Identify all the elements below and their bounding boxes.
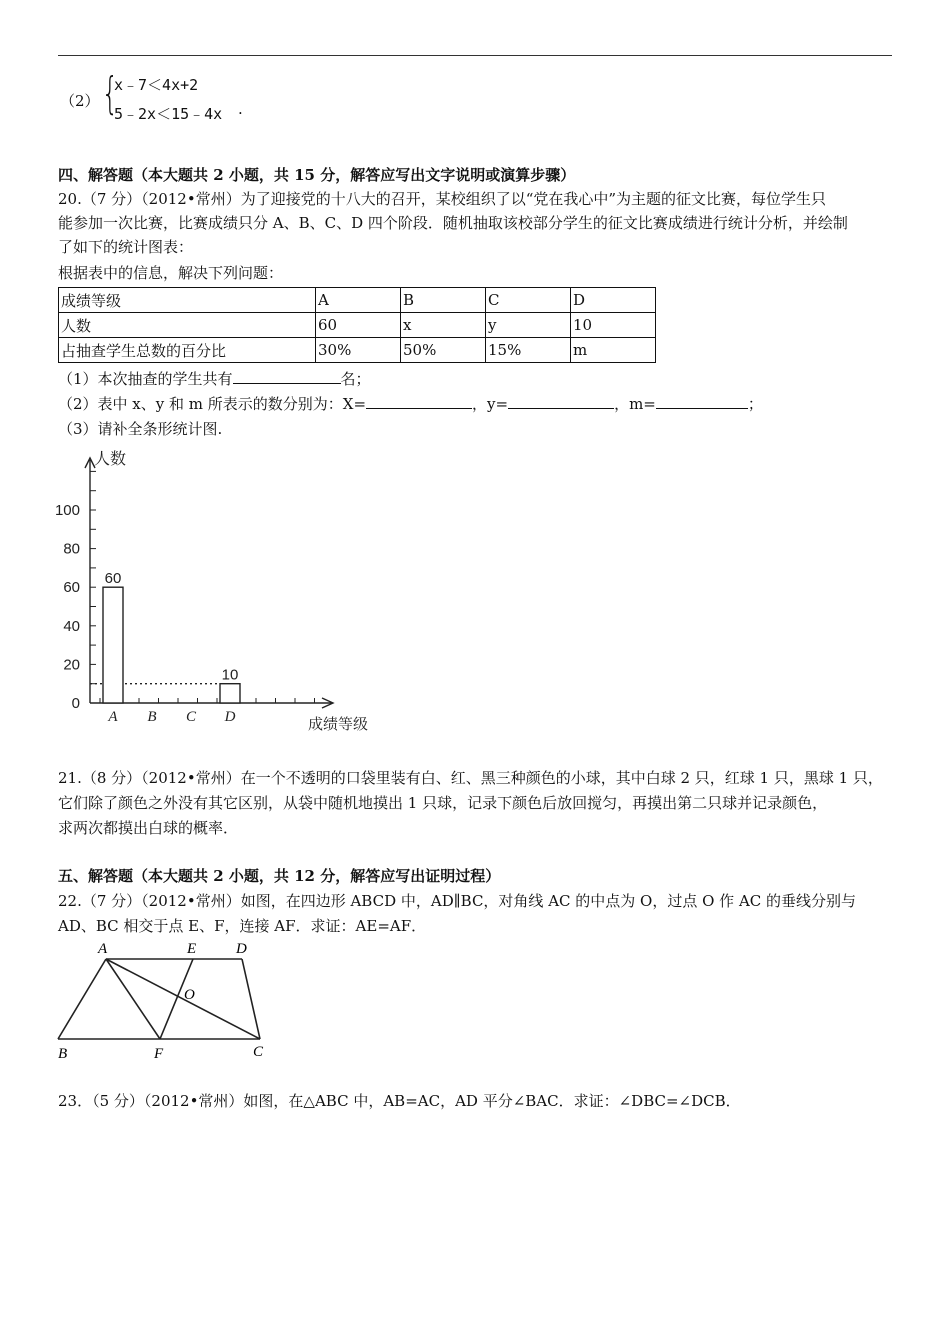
diagonal-ac: [106, 959, 260, 1039]
label-b: B: [58, 1046, 68, 1062]
q20-sub2-y: ，y=: [472, 395, 509, 413]
answer-blank-m[interactable]: [656, 394, 748, 409]
answer-blank[interactable]: [233, 369, 341, 384]
q20-sub2-text: （2）表中 x、y 和 m 所表示的数分别为：X=: [58, 395, 367, 413]
table-cell: 占抽查学生总数的百分比: [59, 338, 316, 363]
q20-line3: 了如下的统计图表：: [58, 238, 194, 256]
y-tick-label: 80: [63, 540, 80, 558]
x-tick-label: D: [224, 709, 236, 725]
system-period: .: [238, 100, 243, 118]
q20-sub2: [58, 392, 898, 416]
y-tick-label: 20: [63, 656, 80, 674]
table-cell: y: [486, 313, 571, 338]
inequality-2: 5﹣2x＜15﹣4x: [114, 105, 223, 123]
bar-chart: [50, 448, 390, 733]
table-row: [59, 313, 656, 338]
label-f: F: [154, 1046, 164, 1062]
brace-icon: {: [101, 68, 119, 119]
table-cell: x: [401, 313, 486, 338]
table-cell: 50%: [401, 338, 486, 363]
q20-sub1-text: （1）本次抽查的学生共有: [58, 370, 233, 388]
answer-blank-x[interactable]: [366, 394, 472, 409]
section4-title: 四、解答题（本大题共 2 小题，共 15 分，解答应写出文字说明或演算步骤）: [58, 166, 576, 184]
system-label: （2）: [60, 92, 100, 110]
q20-line4: 根据表中的信息，解决下列问题：: [58, 264, 284, 282]
y-tick-label: 60: [63, 579, 80, 597]
x-tick-label: B: [147, 709, 157, 725]
q22-line2: AD、BC 相交于点 E、F，连接 AF．求证：AE=AF．: [58, 917, 427, 935]
y-tick-label: 0: [71, 695, 80, 712]
q21-line3: 求两次都摸出白球的概率．: [58, 819, 239, 837]
label-d: D: [236, 941, 247, 957]
table-cell: 10: [571, 313, 656, 338]
q20-line2: 能参加一次比赛，比赛成绩只分 A、B、C、D 四个阶段．随机抽取该校部分学生的征文比赛成绩进行统计分析，并绘制: [58, 214, 848, 232]
table-cell: D: [571, 288, 656, 313]
y-tick-label: 100: [54, 502, 80, 519]
table-cell: C: [486, 288, 571, 313]
side-dc: [242, 959, 260, 1039]
segment-af: [106, 959, 160, 1039]
table-cell: 60: [316, 313, 401, 338]
q21-line1: 21.（8 分）（2012•常州）在一个不透明的口袋里装有白、红、黑三种颜色的小球，其中白球 2 只，红球 1 只，黑球 1 只，: [58, 769, 883, 787]
section5-title: 五、解答题（本大题共 2 小题，共 12 分，解答应写出证明过程）: [58, 867, 501, 885]
y-tick-label: 40: [63, 617, 80, 635]
q20-sub2-m: ，m=: [614, 395, 656, 413]
table-row: [59, 288, 656, 313]
q20-line1: 20.（7 分）（2012•常州）为了迎接党的十八大的召开，某校组织了以“党在我心中”为主题的征文比赛，每位学生只: [58, 190, 827, 208]
table-cell: m: [571, 338, 656, 363]
quadrilateral-figure: [50, 935, 290, 1063]
label-o: O: [184, 987, 195, 1003]
answer-blank-y[interactable]: [508, 394, 614, 409]
bar-d: [220, 684, 240, 703]
table-cell: B: [401, 288, 486, 313]
x-tick-label: C: [185, 709, 197, 725]
q20-sub3: （3）请补全条形统计图.: [58, 420, 223, 438]
label-c: C: [253, 1044, 264, 1060]
table-cell: 30%: [316, 338, 401, 363]
table-cell: A: [316, 288, 401, 313]
label-a: A: [98, 941, 108, 957]
inequality-1: x﹣7＜4x+2: [114, 76, 199, 94]
side-ab: [58, 959, 106, 1039]
x-axis-label: 成绩等级: [308, 716, 369, 733]
q22-line1: 22.（7 分）（2012•常州）如图，在四边形 ABCD 中，AD∥BC，对角线 AC 的中点为 O，过点 O 作 AC 的垂线分别与: [58, 892, 857, 910]
bar-a: [103, 587, 123, 703]
q23-line1: 23．（5 分）（2012•常州）如图，在△ABC 中，AB=AC，AD 平分∠BAC．求证：∠DBC=∠DCB．: [58, 1092, 741, 1110]
q20-sub1: [58, 367, 898, 391]
table-cell: 成绩等级: [59, 288, 316, 313]
data-label-d: 10: [221, 666, 239, 684]
data-label-a: 60: [104, 570, 122, 588]
table-cell: 15%: [486, 338, 571, 363]
label-e: E: [187, 941, 197, 957]
top-rule: [58, 55, 892, 56]
y-axis-label: 人数: [94, 451, 127, 468]
x-tick-label: A: [108, 709, 118, 725]
table-row: [59, 338, 656, 363]
q20-sub2-end: ；: [747, 395, 763, 413]
q20-sub1-suffix: 名；: [340, 370, 371, 388]
score-table: [58, 287, 656, 363]
q21-line2: 它们除了颜色之外没有其它区别，从袋中随机地摸出 1 只球，记录下颜色后放回搅匀，再摸出第二只球并记录颜色，: [58, 794, 828, 812]
table-cell: 人数: [59, 313, 316, 338]
